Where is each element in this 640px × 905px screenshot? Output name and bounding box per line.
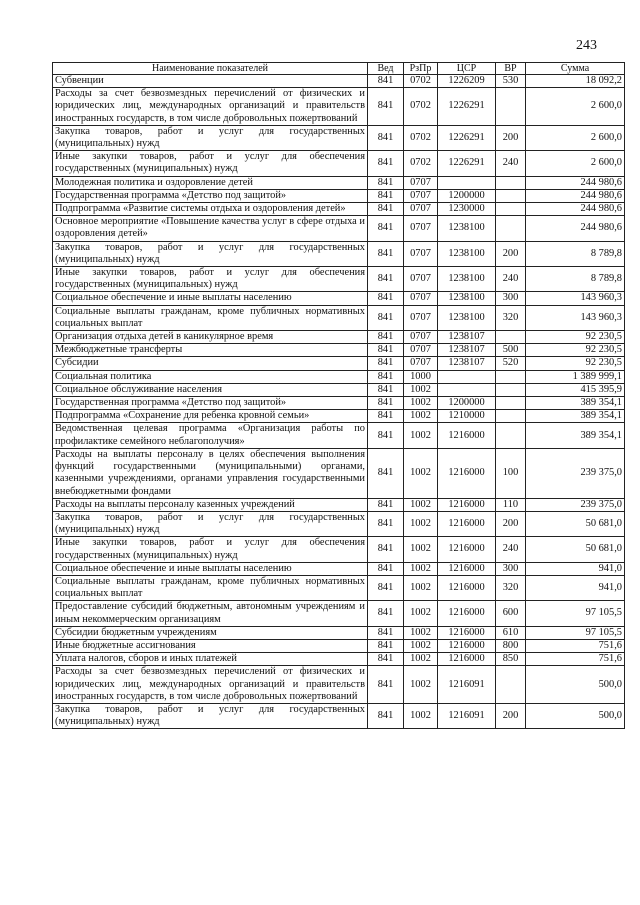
table-row bbox=[53, 305, 625, 330]
row-ved-cell: 841 bbox=[368, 331, 404, 344]
table-row bbox=[53, 267, 625, 292]
row-ved-cell: 841 bbox=[368, 292, 404, 305]
table-row bbox=[53, 448, 625, 498]
row-name-cell: Социальное обслуживание населения bbox=[53, 383, 368, 396]
row-sum-cell: 97 105,5 bbox=[526, 626, 625, 639]
row-sum-cell: 244 980,6 bbox=[526, 203, 625, 216]
row-vr-cell bbox=[496, 383, 526, 396]
row-rzpr-cell: 0702 bbox=[404, 88, 438, 126]
row-rzpr-cell: 0707 bbox=[404, 176, 438, 189]
row-vr-cell: 320 bbox=[496, 575, 526, 600]
table-row bbox=[53, 344, 625, 357]
row-ved-cell: 841 bbox=[368, 639, 404, 652]
row-sum-cell: 8 789,8 bbox=[526, 267, 625, 292]
row-vr-cell: 200 bbox=[496, 125, 526, 150]
row-sum-cell: 239 375,0 bbox=[526, 448, 625, 498]
table-row bbox=[53, 151, 625, 176]
row-name-cell: Государственная программа «Детство под защитой» bbox=[53, 397, 368, 410]
row-ved-cell: 841 bbox=[368, 125, 404, 150]
row-vr-cell: 600 bbox=[496, 601, 526, 626]
row-csr-cell: 1216000 bbox=[438, 498, 496, 511]
row-vr-cell: 300 bbox=[496, 562, 526, 575]
row-sum-cell: 8 789,8 bbox=[526, 241, 625, 266]
row-ved-cell: 841 bbox=[368, 397, 404, 410]
row-sum-cell: 751,6 bbox=[526, 653, 625, 666]
table-row bbox=[53, 357, 625, 370]
row-sum-cell: 2 600,0 bbox=[526, 88, 625, 126]
row-sum-cell: 751,6 bbox=[526, 639, 625, 652]
row-csr-cell: 1216000 bbox=[438, 423, 496, 448]
table-row bbox=[53, 216, 625, 241]
row-sum-cell: 18 092,2 bbox=[526, 75, 625, 88]
row-csr-cell: 1216000 bbox=[438, 511, 496, 536]
table-row bbox=[53, 331, 625, 344]
row-name-cell: Социальное обеспечение и иные выплаты населению bbox=[53, 292, 368, 305]
row-vr-cell bbox=[496, 216, 526, 241]
row-name-cell: Закупка товаров, работ и услуг для государственных (муниципальных) нужд bbox=[53, 241, 368, 266]
row-csr-cell: 1230000 bbox=[438, 203, 496, 216]
column-header-name: Наименование показателей bbox=[53, 63, 368, 75]
row-csr-cell: 1216000 bbox=[438, 448, 496, 498]
row-sum-cell: 389 354,1 bbox=[526, 410, 625, 423]
row-csr-cell: 1216091 bbox=[438, 666, 496, 704]
row-rzpr-cell: 0702 bbox=[404, 75, 438, 88]
row-sum-cell: 389 354,1 bbox=[526, 423, 625, 448]
row-sum-cell: 2 600,0 bbox=[526, 151, 625, 176]
column-header-rzpr: РзПр bbox=[404, 63, 438, 75]
row-vr-cell bbox=[496, 397, 526, 410]
row-csr-cell: 1238100 bbox=[438, 241, 496, 266]
table-row bbox=[53, 370, 625, 383]
row-sum-cell: 143 960,3 bbox=[526, 305, 625, 330]
row-rzpr-cell: 1002 bbox=[404, 562, 438, 575]
row-name-cell: Субсидии бюджетным учреждениям bbox=[53, 626, 368, 639]
table-row bbox=[53, 666, 625, 704]
row-name-cell: Субсидии bbox=[53, 357, 368, 370]
row-ved-cell: 841 bbox=[368, 267, 404, 292]
column-header-csr: ЦСР bbox=[438, 63, 496, 75]
table-row bbox=[53, 125, 625, 150]
row-vr-cell bbox=[496, 370, 526, 383]
row-vr-cell bbox=[496, 666, 526, 704]
row-name-cell: Иные бюджетные ассигнования bbox=[53, 639, 368, 652]
row-name-cell: Иные закупки товаров, работ и услуг для обеспечения государственных (муниципальных) нужд bbox=[53, 267, 368, 292]
row-ved-cell: 841 bbox=[368, 575, 404, 600]
row-vr-cell: 240 bbox=[496, 267, 526, 292]
row-ved-cell: 841 bbox=[368, 176, 404, 189]
row-rzpr-cell: 1002 bbox=[404, 448, 438, 498]
row-rzpr-cell: 1002 bbox=[404, 653, 438, 666]
row-sum-cell: 2 600,0 bbox=[526, 125, 625, 150]
row-csr-cell: 1238100 bbox=[438, 267, 496, 292]
row-vr-cell: 610 bbox=[496, 626, 526, 639]
row-name-cell: Предоставление субсидий бюджетным, автономным учреждениям и иным некоммерческим организациям bbox=[53, 601, 368, 626]
row-rzpr-cell: 0707 bbox=[404, 203, 438, 216]
row-rzpr-cell: 1002 bbox=[404, 383, 438, 396]
row-vr-cell: 240 bbox=[496, 537, 526, 562]
table-row bbox=[53, 203, 625, 216]
row-ved-cell: 841 bbox=[368, 511, 404, 536]
row-vr-cell: 800 bbox=[496, 639, 526, 652]
row-rzpr-cell: 0707 bbox=[404, 357, 438, 370]
table-row bbox=[53, 537, 625, 562]
row-csr-cell: 1216000 bbox=[438, 601, 496, 626]
row-csr-cell: 1238100 bbox=[438, 292, 496, 305]
column-header-sum: Сумма bbox=[526, 63, 625, 75]
row-rzpr-cell: 0702 bbox=[404, 151, 438, 176]
row-ved-cell: 841 bbox=[368, 75, 404, 88]
column-header-ved: Вед bbox=[368, 63, 404, 75]
row-name-cell: Молодежная политика и оздоровление детей bbox=[53, 176, 368, 189]
row-name-cell: Социальные выплаты гражданам, кроме публичных нормативных социальных выплат bbox=[53, 305, 368, 330]
row-csr-cell: 1210000 bbox=[438, 410, 496, 423]
row-ved-cell: 841 bbox=[368, 448, 404, 498]
row-ved-cell: 841 bbox=[368, 666, 404, 704]
row-sum-cell: 50 681,0 bbox=[526, 537, 625, 562]
row-name-cell: Расходы за счет безвозмездных перечислений от физических и юридических лиц, международных организаций и правительств иностранных государств, в том числе добровольных пожертвований bbox=[53, 88, 368, 126]
row-rzpr-cell: 1002 bbox=[404, 626, 438, 639]
row-name-cell: Государственная программа «Детство под защитой» bbox=[53, 189, 368, 202]
row-rzpr-cell: 1002 bbox=[404, 397, 438, 410]
row-name-cell: Организация отдыха детей в каникулярное время bbox=[53, 331, 368, 344]
row-ved-cell: 841 bbox=[368, 410, 404, 423]
row-rzpr-cell: 0707 bbox=[404, 305, 438, 330]
table-row bbox=[53, 562, 625, 575]
row-vr-cell bbox=[496, 410, 526, 423]
table-row bbox=[53, 703, 625, 728]
row-ved-cell: 841 bbox=[368, 216, 404, 241]
row-ved-cell: 841 bbox=[368, 703, 404, 728]
row-csr-cell: 1216000 bbox=[438, 562, 496, 575]
row-name-cell: Подпрограмма «Сохранение для ребенка кровной семьи» bbox=[53, 410, 368, 423]
row-name-cell: Социальная политика bbox=[53, 370, 368, 383]
row-ved-cell: 841 bbox=[368, 653, 404, 666]
table-row bbox=[53, 241, 625, 266]
row-vr-cell: 850 bbox=[496, 653, 526, 666]
table-row bbox=[53, 88, 625, 126]
row-name-cell: Иные закупки товаров, работ и услуг для обеспечения государственных (муниципальных) нужд bbox=[53, 537, 368, 562]
table-row bbox=[53, 410, 625, 423]
row-sum-cell: 941,0 bbox=[526, 575, 625, 600]
table-row bbox=[53, 176, 625, 189]
budget-table bbox=[52, 62, 625, 729]
row-ved-cell: 841 bbox=[368, 203, 404, 216]
row-csr-cell: 1226291 bbox=[438, 125, 496, 150]
row-rzpr-cell: 0707 bbox=[404, 216, 438, 241]
table-row bbox=[53, 292, 625, 305]
row-rzpr-cell: 1002 bbox=[404, 511, 438, 536]
row-sum-cell: 92 230,5 bbox=[526, 344, 625, 357]
row-ved-cell: 841 bbox=[368, 383, 404, 396]
row-ved-cell: 841 bbox=[368, 357, 404, 370]
row-name-cell: Расходы на выплаты персоналу в целях обеспечения выполнения функций государственными (муниципальными) органами, казенными учреждениями, органами управления государственными внебюджетными фондами bbox=[53, 448, 368, 498]
table-header-row bbox=[53, 63, 625, 75]
row-vr-cell: 530 bbox=[496, 75, 526, 88]
row-ved-cell: 841 bbox=[368, 601, 404, 626]
row-rzpr-cell: 1002 bbox=[404, 639, 438, 652]
row-ved-cell: 841 bbox=[368, 537, 404, 562]
row-name-cell: Закупка товаров, работ и услуг для государственных (муниципальных) нужд bbox=[53, 125, 368, 150]
table-row bbox=[53, 189, 625, 202]
row-csr-cell: 1216000 bbox=[438, 639, 496, 652]
row-vr-cell: 300 bbox=[496, 292, 526, 305]
row-rzpr-cell: 1002 bbox=[404, 703, 438, 728]
table-row bbox=[53, 653, 625, 666]
row-vr-cell: 100 bbox=[496, 448, 526, 498]
row-ved-cell: 841 bbox=[368, 189, 404, 202]
row-name-cell: Социальное обеспечение и иные выплаты населению bbox=[53, 562, 368, 575]
row-vr-cell bbox=[496, 88, 526, 126]
row-csr-cell: 1216000 bbox=[438, 537, 496, 562]
row-ved-cell: 841 bbox=[368, 370, 404, 383]
row-csr-cell bbox=[438, 383, 496, 396]
row-sum-cell: 941,0 bbox=[526, 562, 625, 575]
row-vr-cell: 200 bbox=[496, 703, 526, 728]
row-rzpr-cell: 0702 bbox=[404, 125, 438, 150]
row-sum-cell: 244 980,6 bbox=[526, 216, 625, 241]
row-ved-cell: 841 bbox=[368, 562, 404, 575]
row-rzpr-cell: 1002 bbox=[404, 601, 438, 626]
row-rzpr-cell: 0707 bbox=[404, 241, 438, 266]
row-sum-cell: 239 375,0 bbox=[526, 498, 625, 511]
row-sum-cell: 1 389 999,1 bbox=[526, 370, 625, 383]
column-header-vr: ВР bbox=[496, 63, 526, 75]
row-ved-cell: 841 bbox=[368, 88, 404, 126]
row-csr-cell: 1216000 bbox=[438, 575, 496, 600]
row-csr-cell: 1216091 bbox=[438, 703, 496, 728]
row-csr-cell bbox=[438, 370, 496, 383]
row-rzpr-cell: 1002 bbox=[404, 423, 438, 448]
row-ved-cell: 841 bbox=[368, 626, 404, 639]
row-rzpr-cell: 1002 bbox=[404, 575, 438, 600]
row-csr-cell: 1238107 bbox=[438, 331, 496, 344]
row-vr-cell bbox=[496, 423, 526, 448]
row-csr-cell bbox=[438, 176, 496, 189]
row-sum-cell: 92 230,5 bbox=[526, 331, 625, 344]
row-name-cell: Закупка товаров, работ и услуг для государственных (муниципальных) нужд bbox=[53, 511, 368, 536]
row-csr-cell: 1200000 bbox=[438, 189, 496, 202]
row-csr-cell: 1226291 bbox=[438, 151, 496, 176]
table-row bbox=[53, 423, 625, 448]
table-row bbox=[53, 75, 625, 88]
row-sum-cell: 389 354,1 bbox=[526, 397, 625, 410]
row-ved-cell: 841 bbox=[368, 305, 404, 330]
row-name-cell: Ведомственная целевая программа «Организация работы по профилактике семейного неблагополучия» bbox=[53, 423, 368, 448]
table-row bbox=[53, 601, 625, 626]
row-rzpr-cell: 1000 bbox=[404, 370, 438, 383]
row-name-cell: Расходы за счет безвозмездных перечислений от физических и юридических лиц, международных организаций и правительств иностранных государств, в том числе добровольных пожертвований bbox=[53, 666, 368, 704]
row-csr-cell: 1216000 bbox=[438, 626, 496, 639]
row-vr-cell: 520 bbox=[496, 357, 526, 370]
row-vr-cell bbox=[496, 331, 526, 344]
table-row bbox=[53, 498, 625, 511]
row-name-cell: Межбюджетные трансферты bbox=[53, 344, 368, 357]
row-rzpr-cell: 0707 bbox=[404, 189, 438, 202]
table-row bbox=[53, 639, 625, 652]
row-rzpr-cell: 1002 bbox=[404, 410, 438, 423]
row-vr-cell: 320 bbox=[496, 305, 526, 330]
row-ved-cell: 841 bbox=[368, 344, 404, 357]
row-rzpr-cell: 0707 bbox=[404, 292, 438, 305]
row-name-cell: Социальные выплаты гражданам, кроме публичных нормативных социальных выплат bbox=[53, 575, 368, 600]
row-ved-cell: 841 bbox=[368, 423, 404, 448]
row-csr-cell: 1238100 bbox=[438, 216, 496, 241]
row-vr-cell bbox=[496, 189, 526, 202]
row-ved-cell: 841 bbox=[368, 498, 404, 511]
row-vr-cell: 200 bbox=[496, 241, 526, 266]
row-rzpr-cell: 1002 bbox=[404, 498, 438, 511]
page-number: 243 bbox=[576, 38, 597, 53]
row-name-cell: Субвенции bbox=[53, 75, 368, 88]
row-vr-cell bbox=[496, 176, 526, 189]
row-vr-cell: 200 bbox=[496, 511, 526, 536]
row-csr-cell: 1238100 bbox=[438, 305, 496, 330]
table-row bbox=[53, 383, 625, 396]
row-sum-cell: 244 980,6 bbox=[526, 189, 625, 202]
row-ved-cell: 841 bbox=[368, 241, 404, 266]
row-sum-cell: 500,0 bbox=[526, 703, 625, 728]
row-csr-cell: 1238107 bbox=[438, 344, 496, 357]
row-name-cell: Иные закупки товаров, работ и услуг для обеспечения государственных (муниципальных) нужд bbox=[53, 151, 368, 176]
row-csr-cell: 1238107 bbox=[438, 357, 496, 370]
row-name-cell: Основное мероприятие «Повышение качества услуг в сфере отдыха и оздоровления детей» bbox=[53, 216, 368, 241]
row-name-cell: Подпрограмма «Развитие системы отдыха и оздоровления детей» bbox=[53, 203, 368, 216]
row-rzpr-cell: 0707 bbox=[404, 344, 438, 357]
row-rzpr-cell: 0707 bbox=[404, 267, 438, 292]
row-vr-cell bbox=[496, 203, 526, 216]
row-name-cell: Уплата налогов, сборов и иных платежей bbox=[53, 653, 368, 666]
row-csr-cell: 1216000 bbox=[438, 653, 496, 666]
table-row bbox=[53, 626, 625, 639]
row-sum-cell: 143 960,3 bbox=[526, 292, 625, 305]
row-name-cell: Закупка товаров, работ и услуг для государственных (муниципальных) нужд bbox=[53, 703, 368, 728]
row-ved-cell: 841 bbox=[368, 151, 404, 176]
row-sum-cell: 415 395,9 bbox=[526, 383, 625, 396]
row-sum-cell: 92 230,5 bbox=[526, 357, 625, 370]
row-csr-cell: 1226209 bbox=[438, 75, 496, 88]
row-csr-cell: 1226291 bbox=[438, 88, 496, 126]
row-rzpr-cell: 1002 bbox=[404, 537, 438, 562]
table-row bbox=[53, 397, 625, 410]
row-sum-cell: 50 681,0 bbox=[526, 511, 625, 536]
row-rzpr-cell: 0707 bbox=[404, 331, 438, 344]
row-name-cell: Расходы на выплаты персоналу казенных учреждений bbox=[53, 498, 368, 511]
table-body bbox=[53, 75, 625, 729]
row-vr-cell: 500 bbox=[496, 344, 526, 357]
row-sum-cell: 97 105,5 bbox=[526, 601, 625, 626]
row-sum-cell: 500,0 bbox=[526, 666, 625, 704]
row-vr-cell: 240 bbox=[496, 151, 526, 176]
row-csr-cell: 1200000 bbox=[438, 397, 496, 410]
table-row bbox=[53, 511, 625, 536]
table-row bbox=[53, 575, 625, 600]
row-rzpr-cell: 1002 bbox=[404, 666, 438, 704]
row-sum-cell: 244 980,6 bbox=[526, 176, 625, 189]
row-vr-cell: 110 bbox=[496, 498, 526, 511]
